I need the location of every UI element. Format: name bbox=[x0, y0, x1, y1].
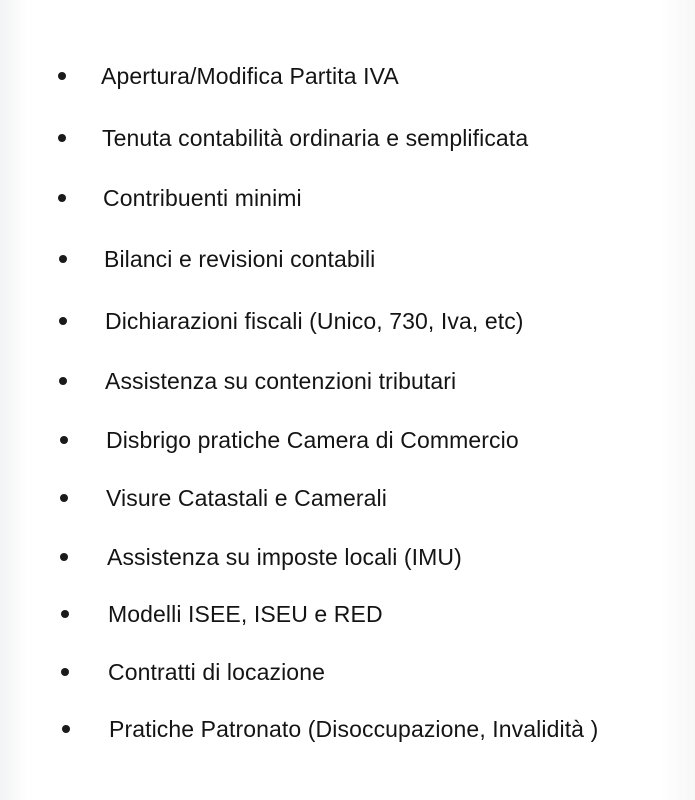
service-label: Assistenza su contenzioni tributari bbox=[105, 368, 457, 394]
service-label: Assistenza su imposte locali (IMU) bbox=[107, 544, 462, 570]
service-label: Contribuenti minimi bbox=[103, 185, 302, 211]
service-label: Apertura/Modifica Partita IVA bbox=[101, 63, 399, 89]
service-label: Disbrigo pratiche Camera di Commercio bbox=[106, 427, 519, 453]
service-label: Visure Catastali e Camerali bbox=[106, 485, 387, 511]
bullet-icon bbox=[61, 668, 69, 676]
bullet-icon bbox=[58, 194, 66, 202]
bullet-icon bbox=[59, 255, 67, 263]
bullet-icon bbox=[60, 494, 68, 502]
bullet-icon bbox=[60, 436, 68, 444]
service-label: Pratiche Patronato (Disoccupazione, Invalidità ) bbox=[109, 716, 599, 742]
bullet-icon bbox=[59, 377, 67, 385]
bullet-icon bbox=[58, 134, 66, 142]
bullet-icon bbox=[58, 72, 66, 80]
bullet-icon bbox=[61, 610, 69, 618]
service-label: Modelli ISEE, ISEU e RED bbox=[108, 601, 383, 627]
service-label: Bilanci e revisioni contabili bbox=[104, 246, 376, 272]
service-label: Tenuta contabilità ordinaria e semplificata bbox=[102, 125, 529, 151]
bullet-icon bbox=[59, 317, 67, 325]
service-label: Contratti di locazione bbox=[108, 659, 325, 685]
bullet-icon bbox=[60, 553, 68, 561]
service-label: Dichiarazioni fiscali (Unico, 730, Iva, etc) bbox=[105, 308, 524, 334]
bullet-icon bbox=[62, 725, 70, 733]
